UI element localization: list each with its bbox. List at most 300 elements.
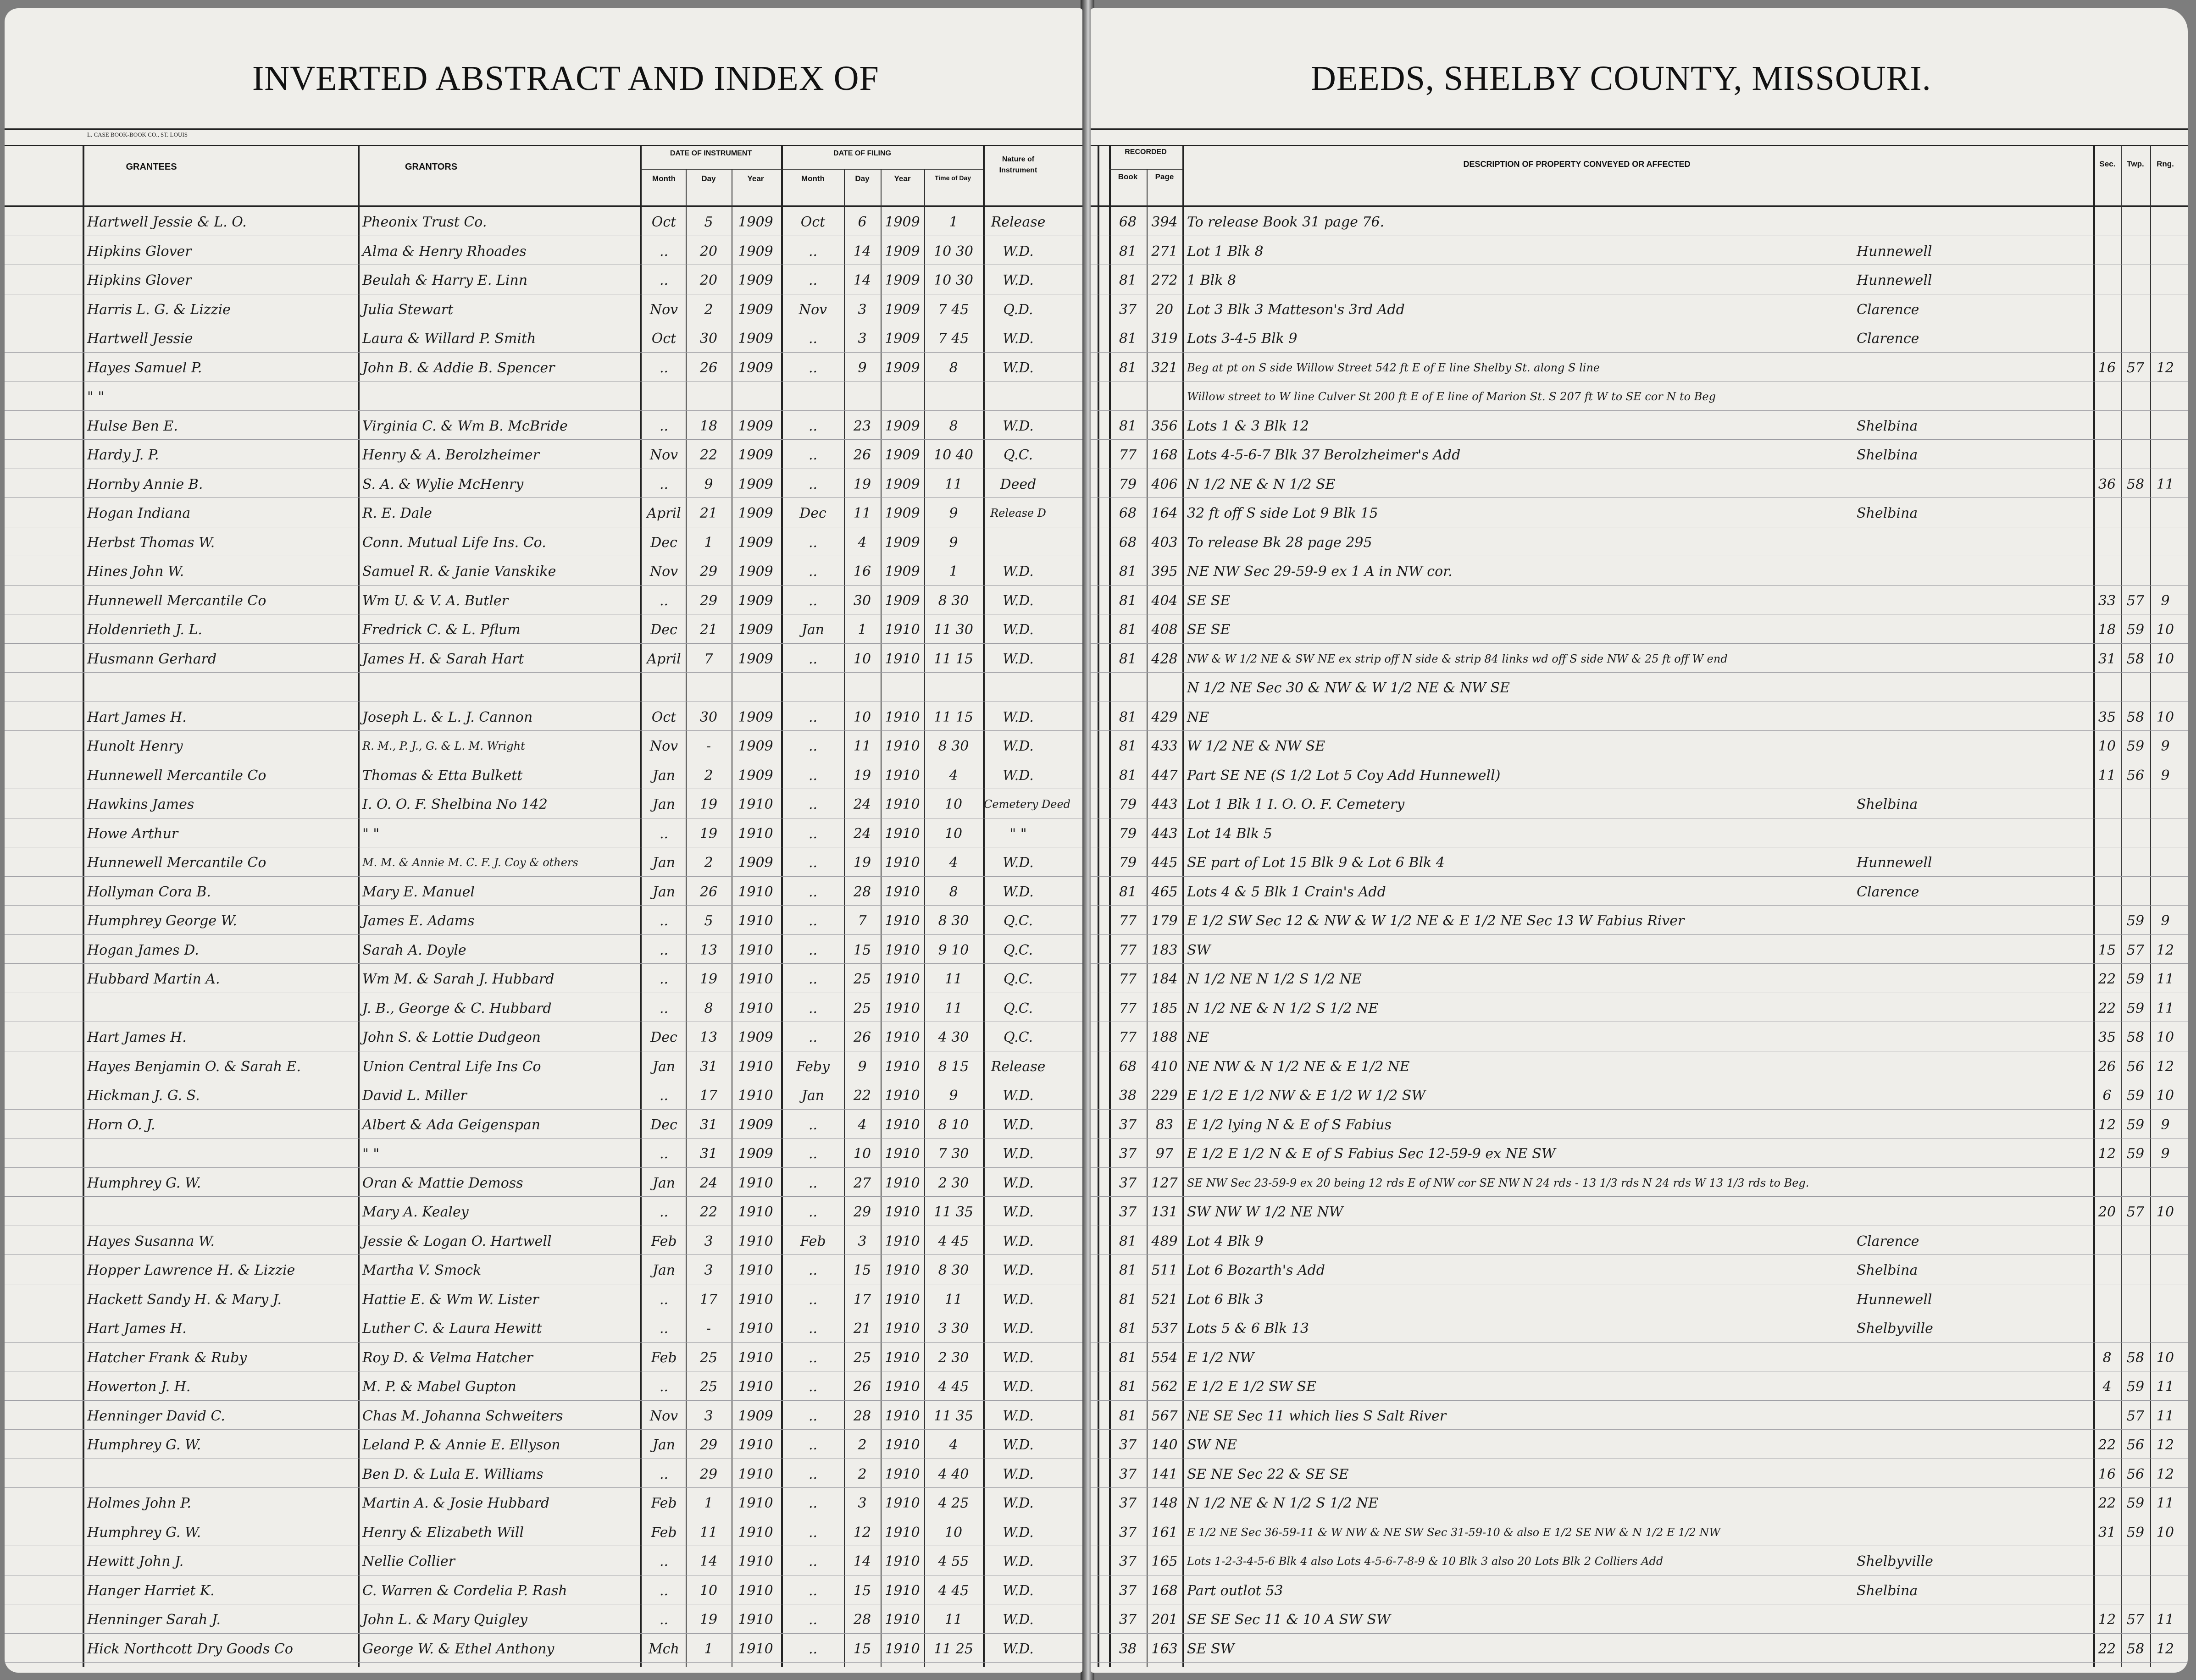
left-cell-fy: 1909 (885, 301, 920, 318)
right-top-rule (1091, 128, 2188, 130)
right-table-row (1091, 993, 2188, 1022)
left-cell-grantee: Hackett Sandy H. & Mary J. (87, 1291, 282, 1308)
left-cell-id: 13 (699, 1029, 718, 1045)
right-cell-twp: 59 (2126, 1116, 2145, 1133)
right-cell-book: 77 (1119, 447, 1137, 463)
left-cell-iy: 1910 (738, 942, 773, 958)
left-cell-nat: W.D. (1003, 1262, 1034, 1278)
right-table-row (1091, 206, 2188, 236)
left-cell-id: 29 (699, 1437, 718, 1453)
right-cell-book: 81 (1119, 418, 1137, 434)
left-cell-im: .. (659, 1000, 669, 1017)
right-cell-book: 38 (1119, 1641, 1137, 1657)
right-cell-place (1857, 585, 2091, 614)
left-cell-id: 31 (699, 1146, 718, 1162)
right-cell-book: 81 (1119, 651, 1137, 667)
right-cell-rng (2150, 847, 2180, 876)
right-cell-sec: 22 (2098, 1641, 2116, 1657)
right-cell-desc: SE NW Sec 23-59-9 ex 20 being 12 rds E of NW cor SE NW N 24 rds - 13 1/3 rds N 24 rds W 13 1/3 rds to Beg. (1187, 1176, 1809, 1189)
left-cell-fy: 1909 (885, 214, 920, 230)
right-table-row (1091, 1400, 2188, 1430)
right-cell-place: Shelbina (1857, 447, 1918, 463)
right-cell-sec (2093, 1575, 2121, 1604)
left-cell-grantor: Sarah A. Doyle (362, 942, 466, 958)
left-cell-fm: .. (808, 855, 818, 871)
left-cell-grantee: Hogan Indiana (87, 505, 191, 521)
left-cell-id: 20 (699, 272, 718, 288)
left-cell-nat: Q.C. (1003, 1029, 1033, 1045)
left-cell-im (642, 381, 686, 410)
left-cell-id: 19 (699, 825, 718, 842)
right-cell-place (1857, 1400, 2091, 1430)
left-cell-iy: 1910 (738, 1612, 773, 1628)
right-cell-book: 37 (1119, 1495, 1137, 1511)
right-cell-sec: 22 (2098, 1000, 2116, 1017)
left-cell-grantee: Hunnewell Mercantile Co (87, 592, 266, 609)
right-cell-book: 37 (1119, 1437, 1137, 1453)
right-cell-desc: NE SE Sec 11 which lies S Salt River (1187, 1408, 1447, 1424)
right-cell-place (1857, 1487, 2091, 1517)
left-cell-t (924, 672, 983, 702)
left-cell-fm: .. (808, 1641, 818, 1657)
right-cell-page: 164 (1151, 505, 1178, 521)
left-cell-t: 11 15 (934, 709, 973, 725)
right-cell-desc: Lot 3 Blk 3 Matteson's 3rd Add (1187, 301, 1405, 318)
left-cell-iy: 1909 (738, 767, 773, 784)
left-cell-grantee: Humphrey G. W. (87, 1437, 201, 1453)
right-cell-place (1857, 1342, 2091, 1371)
left-cell-grantor: John S. & Lottie Dudgeon (362, 1029, 541, 1045)
left-cell-nat: W.D. (1003, 1524, 1034, 1541)
left-cell-fy: 1910 (885, 1321, 920, 1337)
left-cell-nat: W.D. (1003, 1437, 1034, 1453)
left-cell-fm: .. (808, 1291, 818, 1308)
left-cell-grantor: Martin A. & Josie Hubbard (362, 1495, 550, 1511)
left-cell-id: 11 (699, 1524, 718, 1541)
left-cell-fm: .. (808, 1029, 818, 1045)
right-cell-rng (2150, 323, 2180, 352)
right-cell-page: 445 (1151, 855, 1178, 871)
left-cell-id: 5 (704, 913, 713, 929)
left-cell-fm (782, 381, 844, 410)
right-cell-twp: 57 (2126, 942, 2145, 958)
right-cell-sec: 4 (2102, 1379, 2112, 1395)
left-cell-id: - (706, 1321, 711, 1337)
left-cell-nat: Release (991, 1058, 1046, 1075)
left-cell-nat: Deed (1000, 476, 1037, 492)
right-cell-page: 489 (1151, 1233, 1178, 1249)
right-cell-desc: Lot 14 Blk 5 (1187, 825, 1272, 842)
left-cell-fd: 17 (853, 1291, 871, 1308)
left-cell-t: 10 30 (934, 243, 973, 260)
right-cell-twp (2121, 1546, 2150, 1575)
left-cell-iy: 1909 (738, 331, 773, 347)
left-cell-t: 4 45 (938, 1379, 969, 1395)
right-cell-twp: 57 (2126, 1612, 2145, 1628)
left-cell-fy: 1910 (885, 825, 920, 842)
right-table-row (1091, 934, 2188, 964)
right-cell-rng: 9 (2161, 913, 2170, 929)
left-cell-fy: 1910 (885, 1291, 920, 1308)
left-cell-id: 19 (699, 796, 718, 812)
left-cell-grantee: Hulse Ben E. (87, 418, 178, 434)
right-cell-page: 403 (1151, 534, 1178, 551)
left-cell-im: .. (659, 971, 669, 987)
right-cell-page: 443 (1151, 825, 1178, 842)
right-cell-desc: SE SE Sec 11 & 10 A SW SW (1187, 1612, 1391, 1628)
left-cell-t: 4 55 (938, 1553, 969, 1569)
right-cell-rng: 10 (2156, 651, 2174, 667)
left-cell-grantee: Horn O. J. (87, 1116, 155, 1133)
left-cell-nat: Cemetery Deed (984, 798, 1071, 811)
left-table-row (5, 294, 1082, 324)
left-cell-fm: Feby (796, 1058, 830, 1075)
right-cell-place: Shelbina (1857, 1262, 1918, 1278)
left-cell-nat: W.D. (1003, 1553, 1034, 1569)
right-table-row (1091, 1575, 2188, 1605)
left-cell-grantor: Jessie & Logan O. Hartwell (362, 1233, 552, 1249)
left-cell-fd: 24 (853, 796, 871, 812)
right-cell-page: 184 (1151, 971, 1178, 987)
left-cell-fy: 1910 (885, 1233, 920, 1249)
left-table-row (5, 556, 1082, 586)
right-cell-sec (2093, 323, 2121, 352)
left-cell-grantee: Hipkins Glover (87, 243, 192, 260)
left-cell-nat: W.D. (1003, 564, 1034, 580)
left-cell-grantor: S. A. & Wylie McHenry (362, 476, 524, 492)
right-cell-twp (2121, 1284, 2150, 1313)
left-cell-grantee: Hart James H. (87, 1029, 187, 1045)
left-cell-im: Mch (649, 1641, 679, 1657)
right-cell-rng: 10 (2156, 1349, 2174, 1366)
left-cell-fd: 12 (853, 1524, 871, 1541)
left-cell-nat: Q.C. (1003, 942, 1033, 958)
left-cell-fm: .. (808, 942, 818, 958)
left-cell-t: 2 30 (938, 1175, 969, 1191)
right-cell-twp: 59 (2126, 971, 2145, 987)
right-table-row (1091, 410, 2188, 440)
left-cell-id: 31 (699, 1116, 718, 1133)
left-cell-grantee: " " (87, 389, 105, 405)
left-cell-fm: .. (808, 1349, 818, 1366)
left-cell-fd: 9 (858, 1058, 867, 1075)
left-cell-iy: 1910 (738, 1582, 773, 1599)
right-cell-book: 81 (1119, 622, 1137, 638)
left-cell-iy: 1910 (738, 1175, 773, 1191)
date-of-instrument-header: DATE OF INSTRUMENT (670, 149, 752, 157)
left-cell-id: 2 (704, 301, 713, 318)
left-cell-fy: 1910 (885, 1116, 920, 1133)
left-cell-iy: 1910 (738, 1233, 773, 1249)
right-cell-place (1857, 469, 2091, 498)
left-cell-iy: 1910 (738, 1349, 773, 1366)
left-cell-nat: W.D. (1003, 1233, 1034, 1249)
left-cell-grantor: M. P. & Mabel Gupton (362, 1379, 516, 1395)
right-cell-desc: Beg at pt on S side Willow Street 542 ft E of E line Shelby St. along S line (1187, 361, 1600, 374)
left-cell-fd: 19 (853, 767, 871, 784)
left-cell-grantor: " " (362, 825, 380, 842)
right-table-row (1091, 847, 2188, 877)
left-cell-id: 2 (704, 767, 713, 784)
left-cell-fd: 22 (853, 1088, 871, 1104)
right-cell-page: 97 (1155, 1146, 1174, 1162)
left-cell-id (686, 381, 732, 410)
right-cell-page: 127 (1151, 1175, 1178, 1191)
left-cell-iy: 1910 (738, 1495, 773, 1511)
right-cell-twp: 59 (2126, 1379, 2145, 1395)
right-cell-twp: 59 (2126, 1000, 2145, 1017)
left-cell-grantee: Hunnewell Mercantile Co (87, 767, 266, 784)
right-cell-rng: 11 (2156, 1408, 2174, 1424)
left-table-row (5, 614, 1082, 644)
right-cell-sec (2093, 527, 2121, 556)
right-cell-page: 20 (1155, 301, 1174, 318)
right-cell-book: 37 (1119, 1553, 1137, 1569)
right-table-row (1091, 1633, 2188, 1663)
right-cell-rng (2150, 1226, 2180, 1255)
left-cell-fm: .. (808, 1582, 818, 1599)
left-cell-grantor: J. B., George & C. Hubbard (362, 1000, 552, 1017)
left-cell-fm: .. (808, 884, 818, 900)
right-cell-desc: SW (1187, 942, 1211, 958)
left-cell-t: 11 25 (934, 1641, 973, 1657)
right-page (1091, 8, 2188, 1673)
left-cell-t: 8 30 (938, 738, 969, 754)
right-cell-sec: 12 (2098, 1146, 2116, 1162)
left-cell-fd: 4 (858, 1116, 867, 1133)
left-cell-grantee: Hartwell Jessie & L. O. (87, 214, 247, 230)
right-cell-twp: 57 (2126, 1204, 2145, 1220)
right-cell-rng (2150, 818, 2180, 847)
right-cell-sec: 35 (2098, 709, 2116, 725)
right-cell-book: 81 (1119, 1233, 1137, 1249)
left-cell-fm: .. (808, 1495, 818, 1511)
left-cell-im: Oct (651, 214, 677, 230)
left-cell-fy: 1909 (885, 476, 920, 492)
right-cell-book: 81 (1119, 1262, 1137, 1278)
right-cell-rng: 9 (2161, 738, 2170, 754)
left-cell-grantee (87, 672, 355, 702)
left-cell-grantor: Conn. Mutual Life Ins. Co. (362, 534, 546, 551)
right-cell-place (1857, 934, 2091, 964)
right-table-row (1091, 702, 2188, 731)
left-page-title: INVERTED ABSTRACT AND INDEX OF (252, 59, 879, 98)
left-cell-fm: .. (808, 1000, 818, 1017)
right-cell-page: 562 (1151, 1379, 1178, 1395)
left-cell-nat: Q.D. (1003, 301, 1033, 318)
right-cell-book: 37 (1119, 1116, 1137, 1133)
right-cell-page: 410 (1151, 1058, 1178, 1075)
right-cell-place: Shelbyville (1857, 1553, 1933, 1569)
left-cell-nat: W.D. (1003, 1379, 1034, 1395)
left-cell-im: .. (659, 1553, 669, 1569)
right-cell-sec (2093, 497, 2121, 527)
left-cell-fd: 19 (853, 476, 871, 492)
right-cell-page: 179 (1151, 913, 1178, 929)
recorded-subheader-rule (1109, 169, 1182, 170)
right-cell-twp: 59 (2126, 622, 2145, 638)
right-cell-twp: 59 (2126, 1146, 2145, 1162)
left-cell-nat: W.D. (1003, 1204, 1034, 1220)
left-cell-fm: .. (808, 1262, 818, 1278)
left-table-row (5, 1342, 1082, 1372)
left-cell-fd: 26 (853, 447, 871, 463)
left-cell-nat: W.D. (1003, 1175, 1034, 1191)
left-cell-nat: W.D. (1003, 622, 1034, 638)
left-table-row (5, 1226, 1082, 1255)
left-cell-fd: 25 (853, 971, 871, 987)
right-cell-twp (2121, 1575, 2150, 1604)
right-cell-book: 68 (1119, 534, 1137, 551)
left-cell-fm (782, 672, 844, 702)
right-cell-sec: 26 (2098, 1058, 2116, 1075)
left-cell-im: Jan (652, 1058, 676, 1075)
twp-header: Twp. (2127, 160, 2144, 168)
left-table-row (5, 730, 1082, 760)
right-cell-sec (2093, 410, 2121, 440)
instrument-month-header: Month (652, 174, 676, 183)
right-cell-rng: 9 (2161, 1116, 2170, 1133)
left-cell-fm: .. (808, 1175, 818, 1191)
right-cell-sec (2093, 439, 2121, 469)
left-cell-im: .. (659, 243, 669, 260)
right-table-row (1091, 1429, 2188, 1459)
right-table-row (1091, 381, 2188, 411)
left-cell-im: Oct (651, 709, 677, 725)
left-cell-id: 9 (704, 476, 713, 492)
left-cell-nat: W.D. (1003, 331, 1034, 347)
left-table-row (5, 1400, 1082, 1430)
left-cell-grantor: Samuel R. & Janie Vanskike (362, 564, 556, 580)
right-cell-rng (2150, 876, 2180, 906)
left-cell-grantee: Hawkins James (87, 796, 194, 812)
right-cell-place (1857, 760, 2091, 789)
right-cell-sec (2093, 672, 2121, 702)
left-cell-iy: 1909 (738, 709, 773, 725)
right-cell-book (1109, 672, 1147, 702)
right-cell-twp (2121, 497, 2150, 527)
right-cell-page: 433 (1151, 738, 1178, 754)
right-cell-place: Hunnewell (1857, 1291, 1932, 1308)
left-cell-iy: 1909 (738, 243, 773, 260)
left-cell-fd: 25 (853, 1000, 871, 1017)
left-cell-fy: 1910 (885, 1088, 920, 1104)
right-cell-page: 429 (1151, 709, 1178, 725)
left-cell-fy: 1910 (885, 913, 920, 929)
left-cell-grantor: Henry & Elizabeth Will (362, 1524, 524, 1541)
right-cell-twp (2121, 818, 2150, 847)
left-cell-fd: 3 (858, 331, 867, 347)
right-table-row (1091, 323, 2188, 353)
right-cell-sec: 31 (2098, 651, 2116, 667)
right-cell-book: 37 (1119, 1146, 1137, 1162)
right-cell-place (1857, 702, 2091, 731)
right-cell-page: 188 (1151, 1029, 1178, 1045)
right-cell-place (1857, 1138, 2091, 1167)
right-table-row (1091, 469, 2188, 498)
left-cell-nat: W.D. (1003, 1146, 1034, 1162)
left-cell-id: 21 (699, 505, 718, 521)
right-cell-place: Shelbyville (1857, 1321, 1933, 1337)
left-cell-fm: Jan (801, 622, 825, 638)
book-header: Book (1118, 172, 1138, 181)
right-cell-book: 37 (1119, 1466, 1137, 1482)
right-cell-rng (2150, 1546, 2180, 1575)
left-cell-im: Nov (649, 738, 678, 754)
grantors-header: GRANTORS (405, 162, 458, 172)
left-cell-fy: 1910 (885, 1175, 920, 1191)
right-cell-rng: 12 (2156, 1466, 2174, 1482)
left-cell-fd: 27 (853, 1175, 871, 1191)
right-cell-book: 77 (1119, 971, 1137, 987)
right-cell-place (1857, 527, 2091, 556)
right-cell-place: Hunnewell (1857, 272, 1932, 288)
left-cell-fd: 11 (853, 505, 871, 521)
left-cell-grantor: Virginia C. & Wm B. McBride (362, 418, 568, 434)
right-cell-place (1857, 1429, 2091, 1459)
left-cell-fm: Nov (799, 301, 827, 318)
right-cell-rng: 9 (2161, 1146, 2170, 1162)
right-cell-twp: 56 (2126, 1058, 2145, 1075)
left-cell-nat (984, 381, 1053, 410)
right-cell-twp (2121, 1313, 2150, 1342)
left-cell-grantor: I. O. O. F. Shelbina No 142 (362, 796, 548, 812)
right-cell-rng: 10 (2156, 1524, 2174, 1541)
right-cell-page: 319 (1151, 331, 1178, 347)
publisher-imprint: L. CASE BOOK-BOOK CO., ST. LOUIS (87, 131, 188, 138)
left-cell-grantor: Hattie E. & Wm W. Lister (362, 1291, 539, 1308)
right-cell-sec: 16 (2098, 1466, 2116, 1482)
left-table-row (5, 1429, 1082, 1459)
left-cell-id: 22 (699, 447, 718, 463)
right-cell-twp: 58 (2126, 1349, 2145, 1366)
right-cell-desc: E 1/2 E 1/2 SW SE (1187, 1379, 1316, 1395)
right-cell-rng (2150, 1313, 2180, 1342)
left-cell-fy: 1910 (885, 1437, 920, 1453)
left-cell-grantee: Holmes John P. (87, 1495, 191, 1511)
right-cell-twp: 59 (2126, 1495, 2145, 1511)
left-cell-id: 2 (704, 855, 713, 871)
left-cell-grantor: R. M., P. J., G. & L. M. Wright (362, 740, 525, 752)
right-cell-twp: 58 (2126, 476, 2145, 492)
right-table-row (1091, 1487, 2188, 1517)
left-cell-im: .. (659, 1466, 669, 1482)
right-cell-rng: 11 (2156, 971, 2174, 987)
left-cell-nat: W.D. (1003, 709, 1034, 725)
right-cell-desc: 32 ft off S side Lot 9 Blk 15 (1187, 505, 1378, 521)
right-cell-rng: 11 (2156, 1379, 2174, 1395)
right-cell-twp (2121, 527, 2150, 556)
left-cell-im: .. (659, 1582, 669, 1599)
left-cell-fm: .. (808, 825, 818, 842)
right-cell-desc: N 1/2 NE & N 1/2 S 1/2 NE (1187, 1000, 1379, 1017)
right-cell-desc: E 1/2 lying N & E of S Fabius (1187, 1116, 1392, 1133)
right-cell-sec (2093, 294, 2121, 323)
right-cell-page: 395 (1151, 564, 1178, 580)
left-cell-id: 14 (699, 1553, 718, 1569)
right-cell-place (1857, 730, 2091, 760)
right-cell-twp: 58 (2126, 651, 2145, 667)
left-cell-fy: 1910 (885, 1408, 920, 1424)
right-table-row (1091, 1342, 2188, 1372)
left-cell-grantor: " " (362, 1146, 380, 1162)
right-table-row (1091, 1167, 2188, 1197)
left-cell-iy: 1909 (738, 505, 773, 521)
right-cell-book: 77 (1119, 942, 1137, 958)
left-cell-im: .. (659, 1291, 669, 1308)
left-cell-fm: .. (808, 359, 818, 376)
right-table-row (1091, 1604, 2188, 1634)
